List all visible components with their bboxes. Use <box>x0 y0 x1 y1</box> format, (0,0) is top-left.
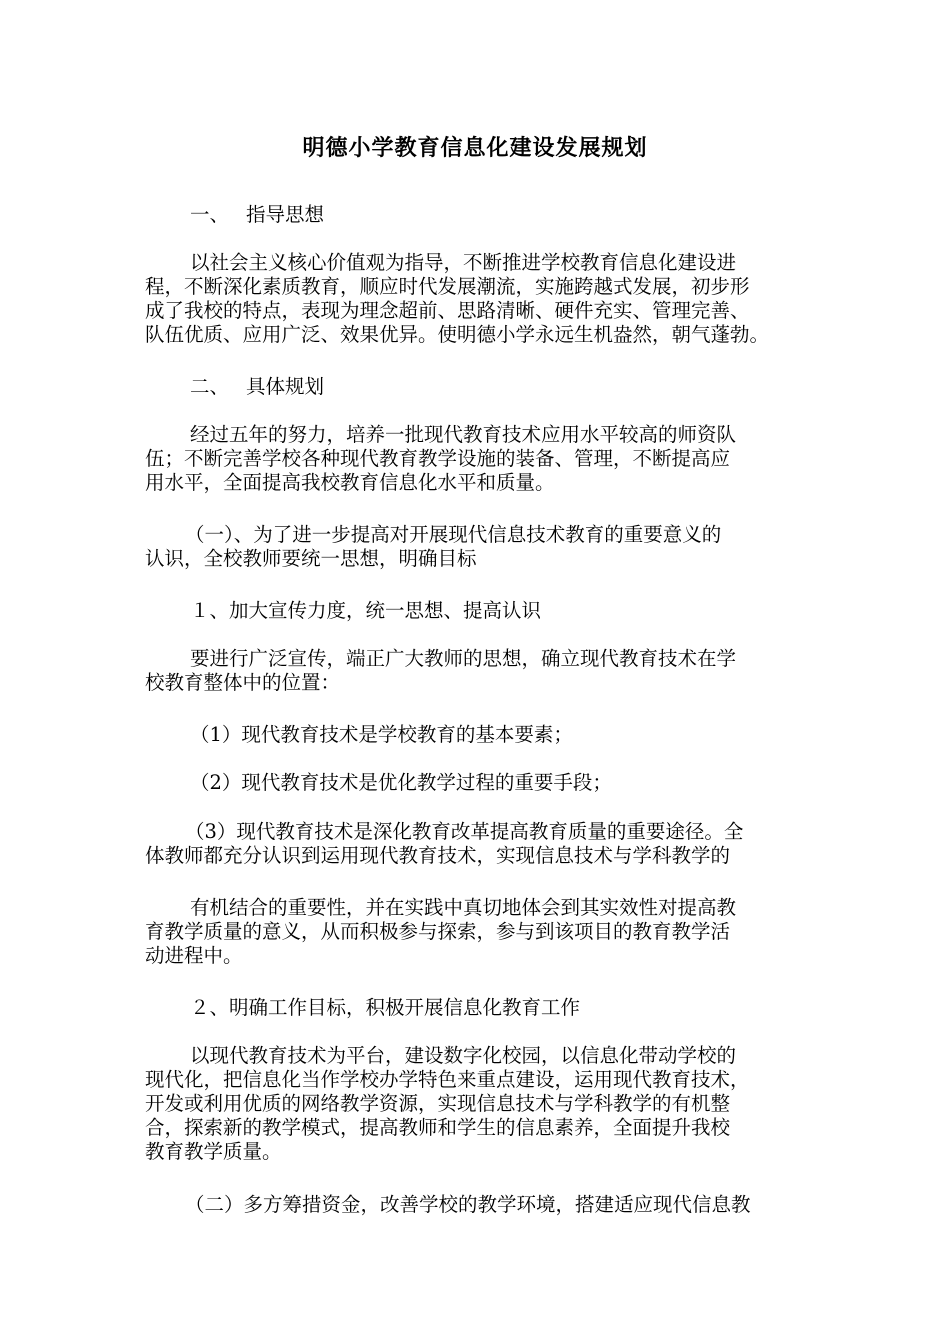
paragraph-line: 经过五年的努力，培养一批现代教育技术应用水平较高的师资队 <box>190 423 737 446</box>
list-item: （3）现代教育技术是深化教育改革提高教育质量的重要途径。全 <box>185 820 744 843</box>
section1-number: 一、 <box>190 203 230 226</box>
section2-heading <box>190 375 324 399</box>
paragraph-line: 校教育整体中的位置： <box>145 671 341 694</box>
item2-heading: ２、明确工作目标，积极开展信息化教育工作 <box>190 996 581 1019</box>
list-item: （1）现代教育技术是学校教育的基本要素； <box>190 723 573 746</box>
paragraph-line: 要进行广泛宣传，端正广大教师的思想，确立现代教育技术在学 <box>190 647 737 670</box>
paragraph-line: 用水平，全面提高我校教育信息化水平和质量。 <box>145 471 555 494</box>
subsection1-heading-line: （一）、为了进一步提高对开展现代信息技术教育的重要意义的 <box>185 523 722 546</box>
document-title: 明德小学教育信息化建设发展规划 <box>302 135 648 161</box>
section1-heading <box>190 203 324 227</box>
section2-number: 二、 <box>190 375 230 398</box>
section1-heading-text: 指导思想 <box>246 203 325 226</box>
section2-heading-text: 具体规划 <box>246 375 325 398</box>
paragraph-line: 以现代教育技术为平台，建设数字化校园，以信息化带动学校的 <box>190 1044 737 1067</box>
list-item: （2）现代教育技术是优化教学过程的重要手段； <box>190 771 612 794</box>
paragraph-line: 合，探索新的教学模式，提高教师和学生的信息素养，全面提升我校 <box>145 1116 731 1139</box>
paragraph-line: 开发或利用优质的网络教学资源，实现信息技术与学科教学的有机整 <box>145 1092 731 1115</box>
paragraph-line: 成了我校的特点，表现为理念超前、思路清晰、硬件充实、管理完善、 <box>145 299 750 322</box>
paragraph-line: 现代化，把信息化当作学校办学特色来重点建设，运用现代教育技术， <box>145 1068 750 1091</box>
paragraph-line: 教育教学质量。 <box>145 1140 282 1163</box>
subsection2-heading-line: （二）多方筹措资金，改善学校的教学环境，搭建适应现代信息教 <box>185 1193 751 1216</box>
paragraph-line: 以社会主义核心价值观为指导，不断推进学校教育信息化建设进 <box>190 251 737 274</box>
paragraph-line: 育教学质量的意义，从而积极参与探索，参与到该项目的教育教学活 <box>145 920 731 943</box>
paragraph-line: 动进程中。 <box>145 944 243 967</box>
paragraph-line: 队伍优质、应用广泛、效果优异。使明德小学永远生机盎然，朝气蓬勃。 <box>145 323 770 346</box>
item1-heading: １、加大宣传力度，统一思想、提高认识 <box>190 599 542 622</box>
subsection1-heading-line: 认识，全校教师要统一思想，明确目标 <box>145 547 477 570</box>
list-item-continuation: 体教师都充分认识到运用现代教育技术，实现信息技术与学科教学的 <box>145 844 731 867</box>
paragraph-line: 程，不断深化素质教育，顺应时代发展潮流，实施跨越式发展，初步形 <box>145 275 750 298</box>
paragraph-line: 有机结合的重要性，并在实践中真切地体会到其实效性对提高教 <box>190 896 737 919</box>
paragraph-line: 伍；不断完善学校各种现代教育教学设施的装备、管理，不断提高应 <box>145 447 731 470</box>
